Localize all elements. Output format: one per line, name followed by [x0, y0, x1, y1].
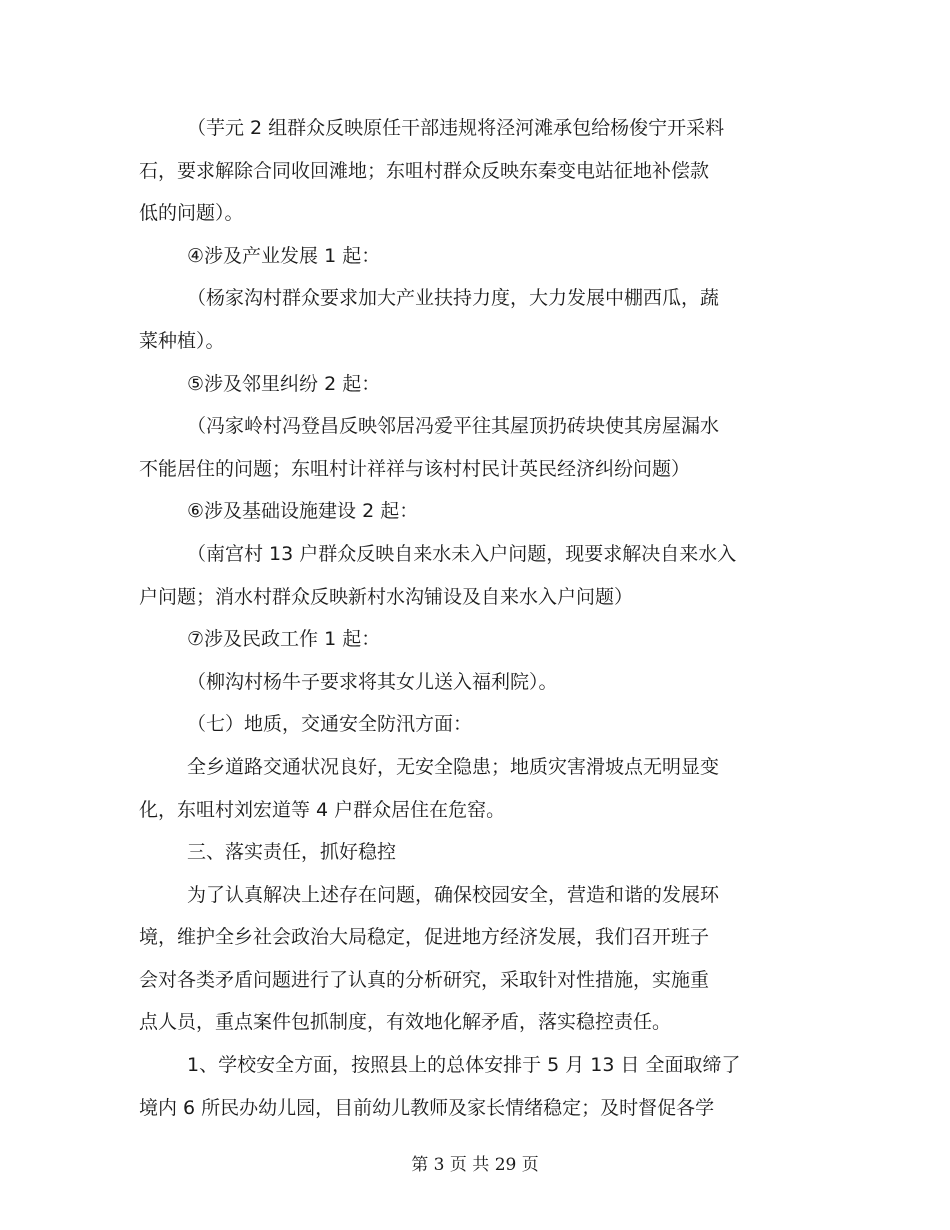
- text-line: ⑤涉及邻里纠纷 2 起：: [187, 372, 381, 395]
- paragraph-5: [139, 405, 819, 490]
- text-line: 全乡道路交通状况良好，无安全隐患；地质灾害滑坡点无明显变: [187, 755, 720, 778]
- text-line: 三、落实责任，抓好稳控: [187, 841, 397, 864]
- paragraph-11: [139, 746, 819, 831]
- text-line: 化，东咀村刘宏道等 4 户群众居住在危窑。: [139, 798, 506, 821]
- text-line: 菜种植）。: [139, 329, 225, 352]
- paragraph-13: [139, 874, 819, 1044]
- text-line: （杨家沟村群众要求加大产业扶持力度，大力发展中棚西瓜，蔬: [187, 287, 720, 310]
- paragraph-4: [139, 363, 819, 406]
- paragraph-7: [139, 533, 819, 618]
- paragraph-9: [139, 661, 819, 704]
- paragraph-2: [139, 235, 819, 278]
- paragraph-14: [139, 1044, 819, 1129]
- text-line: （七）地质，交通安全防汛方面：: [187, 713, 473, 736]
- text-line: ④涉及产业发展 1 起：: [187, 244, 381, 267]
- paragraph-8: [139, 618, 819, 661]
- text-line: 为了认真解决上述存在问题，确保校园安全，营造和谐的发展环: [187, 883, 720, 906]
- text-line: 石，要求解除合同收回滩地；东咀村群众反映东秦变电站征地补偿款: [139, 159, 710, 182]
- text-line: （冯家岭村冯登昌反映邻居冯爱平往其屋顶扔砖块使其房屋漏水: [187, 415, 720, 438]
- text-line: ⑥涉及基础设施建设 2 起：: [187, 500, 419, 523]
- text-line: 低的问题）。: [139, 202, 244, 225]
- text-line: 户问题；消水村群众反映新村水沟铺设及自来水入户问题）: [139, 585, 634, 608]
- text-line: （柳沟村杨牛子要求将其女儿送入福利院）。: [187, 670, 558, 693]
- text-line: （芋元 2 组群众反映原任干部违规将泾河滩承包给杨俊宁开采料: [187, 117, 725, 139]
- section-heading-responsibility: [139, 831, 819, 874]
- text-line: 会对各类矛盾问题进行了认真的分析研究，采取针对性措施，实施重: [139, 968, 710, 991]
- text-line: （南宫村 13 户群众反映自来水未入户问题，现要求解决自来水入: [187, 542, 737, 565]
- text-line: 不能居住的问题；东咀村计祥祥与该村村民计英民经济纠纷问题）: [139, 457, 691, 480]
- section-heading-geology-traffic: [139, 703, 819, 746]
- text-line: 点人员，重点案件包抓制度，有效地化解矛盾，落实稳控责任。: [139, 1011, 672, 1034]
- text-line: 1、学校安全方面，按照县上的总体安排于 5 月 13 日 全面取缔了: [187, 1054, 741, 1077]
- document-body: [139, 107, 819, 1129]
- text-line: 境，维护全乡社会政治大局稳定，促进地方经济发展，我们召开班子: [139, 926, 710, 949]
- paragraph-1: [139, 107, 819, 235]
- text-line: 境内 6 所民办幼儿园，目前幼儿教师及家长情绪稳定；及时督促各学: [139, 1096, 715, 1119]
- paragraph-6: [139, 490, 819, 533]
- paragraph-3: [139, 277, 819, 362]
- page-number-footer: 第 3 页 共 29 页: [411, 1155, 539, 1175]
- text-line: ⑦涉及民政工作 1 起：: [187, 628, 381, 651]
